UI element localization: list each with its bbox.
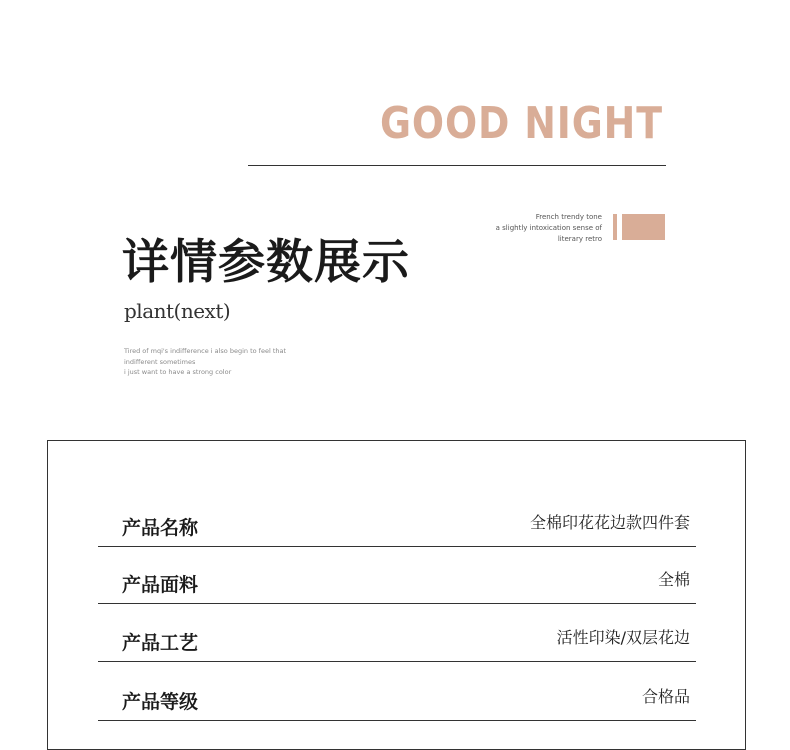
hero-divider (248, 165, 666, 166)
spec-row-name (98, 490, 696, 547)
tagline-line: French trendy tone (535, 213, 602, 221)
accent-bar-thin (613, 214, 617, 240)
blurb-line: i just want to have a strong color (124, 368, 232, 376)
spec-label: 产品工艺 (122, 632, 199, 654)
section-subheading: plant(next) (124, 299, 231, 323)
spec-label: 产品名称 (122, 517, 199, 539)
blurb-line: Tired of mqi's indifference i also begin to feel that (124, 347, 287, 355)
spec-row-grade (98, 664, 696, 721)
tagline (442, 212, 602, 245)
spec-label: 产品等级 (122, 691, 199, 713)
hero-title: GOOD NIGHT (380, 98, 663, 149)
spec-row-fabric (98, 547, 696, 604)
spec-label: 产品面料 (122, 574, 199, 596)
blurb-line: indifferent sometimes (124, 357, 196, 366)
tagline-line: literary retro (557, 235, 602, 243)
spec-value: 全棉印花花边款四件套 (529, 513, 690, 532)
spec-value: 全棉 (657, 570, 690, 589)
blurb-text (124, 346, 286, 378)
accent-bar-block (622, 214, 665, 240)
spec-value: 合格品 (641, 687, 690, 706)
spec-value: 活性印染/双层花边 (556, 628, 690, 647)
spec-row-craft (98, 605, 696, 662)
tagline-line: a slightly intoxication sense of (495, 224, 602, 232)
section-heading: 详情参数展示 (122, 235, 410, 290)
spec-card (47, 440, 746, 750)
